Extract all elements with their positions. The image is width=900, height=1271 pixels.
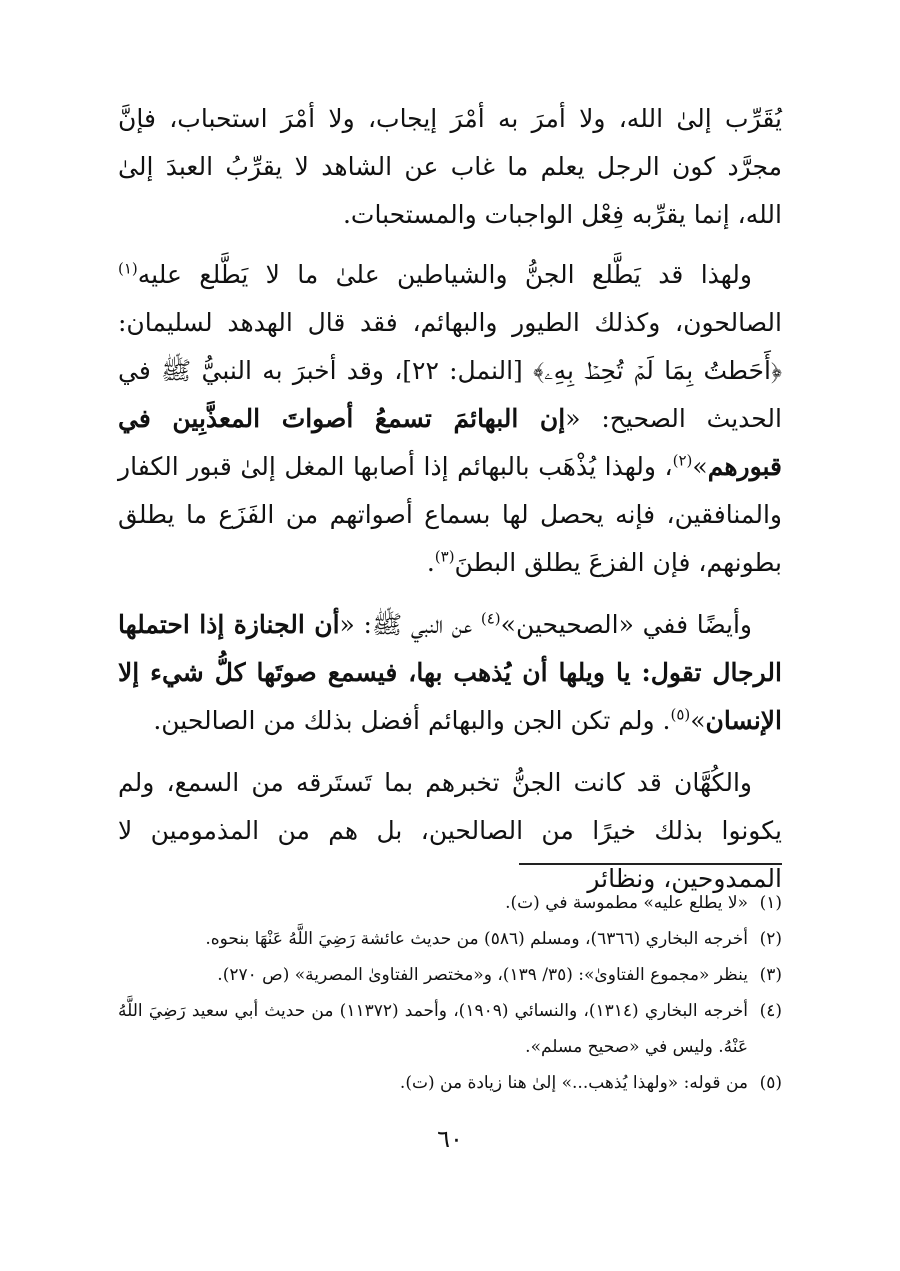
footnote-text: من قوله: «ولهذا يُذهب...» إلىٰ هنا زيادة من (ت). [399, 1073, 748, 1093]
paragraph-1 [118, 95, 782, 239]
footnotes [118, 885, 782, 1101]
footnote-number: (٥) [759, 1073, 782, 1093]
paragraph-1-text: يُقَرِّب إلىٰ الله، ولا أمرَ به أمْرَ إيجاب، ولا أمْرَ استحباب، فإنَّ مجرَّد كون الرجل يعلم ما غاب عن الشاهد لا يقرِّبُ العبدَ إلىٰ الله، إنما يقرِّبه فِعْل الواجبات والمستحبات. [118, 104, 782, 229]
page-number: ٦٠ [437, 1125, 463, 1153]
footnote-2 [118, 921, 782, 957]
footnote-text: أخرجه البخاري (٦٣٦٦)، ومسلم (٥٨٦) من حديث عائشة رَضِيَ اللَّهُ عَنْهَا بنحوه. [205, 929, 748, 949]
footnote-3 [118, 957, 782, 993]
book-page [118, 95, 782, 1271]
footnote-text: ينظر «مجموع الفتاوىٰ»: (٣٥/ ١٣٩)، و«مختصر الفتاوىٰ المصرية» (ص ٢٧٠). [217, 965, 748, 985]
paragraph-4-text: والكُهَّان قد كانت الجنُّ تخبرهم بما تَستَرقه من السمع، ولم يكونوا بذلك خيرًا من الصالحين، بل هم من المذمومين لا الممدوحين، ونظائر [118, 768, 782, 893]
paragraph-3-text-c: » [690, 706, 706, 735]
quran-verse: ﴿أَحَطتُ بِمَا لَمۡ تُحِطۡ بِهِۦ﴾ [533, 356, 782, 385]
footnote-ref-3[interactable]: (٣) [434, 547, 455, 566]
footnote-separator [519, 863, 782, 865]
footnote-number: (٢) [759, 929, 782, 949]
paragraph-3-text-a: وأيضًا ففي «الصحيحين» [500, 610, 752, 639]
paragraph-2-text-d: » [692, 452, 708, 481]
hadith-quote-1: إن البهائمَ تسمعُ أصواتَ المعذَّبِين في قبورهم [118, 404, 782, 481]
footnote-ref-1[interactable]: (١) [118, 259, 138, 278]
paragraph-3-text-d: . ولم تكن الجن والبهائم أفضل بذلك من الصالحين. [153, 706, 671, 735]
footnote-1 [118, 885, 782, 921]
footnote-text: أخرجه البخاري (١٣١٤)، والنسائي (١٩٠٩)، وأحمد (١١٣٧٢) من حديث أبي سعيد رَضِيَ اللَّهُ عَنْهُ. وليس في «صحيح مسلم». [118, 1001, 748, 1057]
hadith-quote-2: أن الجنازة إذا احتملها الرجال تقول: يا ويلها أن يُذهب بها، فيسمع صوتَها كلُّ شيء إلا الإنسان [118, 610, 782, 735]
paragraph-2-text-b: الصالحون، وكذلك الطيور والبهائم، فقد قال الهدهد لسليمان: [118, 308, 782, 337]
paragraph-2-text-f: . [426, 548, 435, 577]
paragraph-4 [118, 759, 782, 903]
paragraph-2-text-c: [النمل: ٢٢]، وقد أخبرَ به النبيُّ ﷺ في الحديث الصحيح: « [118, 356, 782, 433]
paragraph-2-text-a: ولهذا قد يَطَّلع الجنُّ والشياطين علىٰ ما لا يَطَّلع عليه [137, 260, 752, 289]
footnote-5 [118, 1065, 782, 1101]
footnote-number: (٣) [759, 965, 782, 985]
footnote-number: (٤) [759, 1001, 782, 1021]
footnote-4 [118, 993, 782, 1065]
paragraph-3 [118, 601, 782, 745]
paragraph-2 [118, 251, 782, 587]
main-text [118, 95, 782, 903]
footnote-ref-5[interactable]: (٥) [670, 705, 691, 724]
footnote-ref-2[interactable]: (٢) [672, 451, 693, 470]
footnote-number: (١) [759, 893, 782, 913]
paragraph-3-text-b: عن النبي ﷺ: « [339, 610, 481, 639]
paragraph-2-text-e: ، ولهذا يُذْهَب بالبهائم إذا أصابها المغل إلىٰ قبور الكفار والمنافقين، فإنه يحصل لها بسماع أصواتهم من الفَزَع ما يطلق بطونهم، فإن الفزعَ يطلق البطنَ [118, 452, 782, 577]
footnote-text: «لا يطلع عليه» مطموسة في (ت). [505, 893, 748, 913]
footnote-ref-4[interactable]: (٤) [480, 609, 501, 628]
